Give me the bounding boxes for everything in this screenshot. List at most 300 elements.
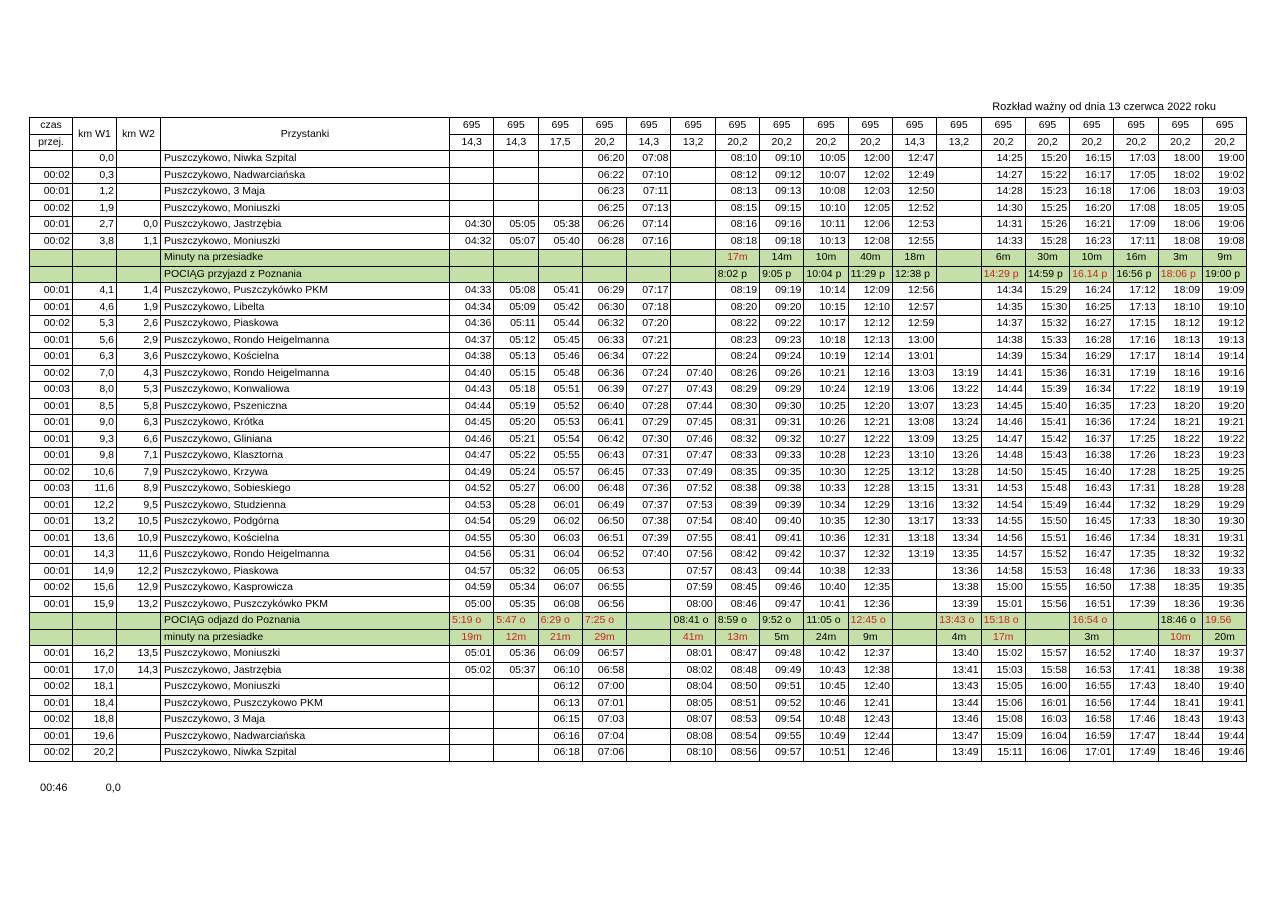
departure-time-cell: 13:34 (937, 530, 981, 547)
row-label-cell: Minuty na przesiadke (161, 250, 450, 267)
km-w2-cell: 5,8 (117, 398, 161, 415)
departure-time-cell: 05:52 (538, 398, 582, 415)
departure-time-cell: 05:20 (494, 415, 538, 432)
departure-time-cell (494, 679, 538, 696)
departure-time-cell (671, 184, 715, 201)
departure-time-cell: 10:07 (804, 167, 848, 184)
departure-time-cell: 09:55 (760, 728, 804, 745)
departure-time-cell: 05:09 (494, 299, 538, 316)
table-row (30, 728, 1247, 745)
departure-time-cell: 09:24 (760, 349, 804, 366)
departure-time-cell: 17:31 (1114, 481, 1158, 498)
departure-time-cell: 12:08 (848, 233, 892, 250)
empty-cell (73, 613, 117, 630)
departure-time-cell (671, 167, 715, 184)
departure-time-cell: 10:27 (804, 431, 848, 448)
departure-time-cell: 19:09 (1203, 283, 1247, 300)
km-w1-cell: 2,7 (73, 217, 117, 234)
departure-time-cell: 14:33 (981, 233, 1025, 250)
departure-time-cell: 19:16 (1203, 365, 1247, 382)
train-time-cell: 10:04 p (804, 266, 848, 283)
transfer-time-cell: 00:01 (30, 695, 73, 712)
train-time-cell: 16:54 o (1070, 613, 1114, 630)
departure-time-cell: 07:04 (582, 728, 626, 745)
departure-time-cell: 04:32 (450, 233, 494, 250)
header-length: 20,2 (804, 134, 848, 151)
km-w1-cell: 17,0 (73, 662, 117, 679)
empty-cell (73, 250, 117, 267)
stop-name-cell: Puszczykowo, Niwka Szpital (161, 151, 450, 168)
departure-time-cell (494, 184, 538, 201)
departure-time-cell: 16:40 (1070, 464, 1114, 481)
header-line: 695 (937, 118, 981, 135)
departure-time-cell: 19:05 (1203, 200, 1247, 217)
train-time-cell: 8:59 o (715, 613, 759, 630)
departure-time-cell (671, 217, 715, 234)
departure-time-cell: 18:35 (1158, 580, 1202, 597)
departure-time-cell: 15:08 (981, 712, 1025, 729)
departure-time-cell: 04:43 (450, 382, 494, 399)
departure-time-cell: 06:10 (538, 662, 582, 679)
departure-time-cell: 12:49 (892, 167, 936, 184)
departure-time-cell: 14:27 (981, 167, 1025, 184)
departure-time-cell: 07:06 (582, 745, 626, 762)
departure-time-cell: 04:36 (450, 316, 494, 333)
departure-time-cell: 14:58 (981, 563, 1025, 580)
departure-time-cell: 04:54 (450, 514, 494, 531)
departure-time-cell: 06:05 (538, 563, 582, 580)
departure-time-cell: 13:33 (937, 514, 981, 531)
departure-time-cell: 16:56 (1070, 695, 1114, 712)
departure-time-cell: 06:01 (538, 497, 582, 514)
header-line: 695 (760, 118, 804, 135)
departure-time-cell: 18:32 (1158, 547, 1202, 564)
departure-time-cell: 07:40 (671, 365, 715, 382)
departure-time-cell: 12:31 (848, 530, 892, 547)
empty-cell (30, 250, 73, 267)
departure-time-cell (494, 728, 538, 745)
departure-time-cell: 16:20 (1070, 200, 1114, 217)
km-w2-cell: 7,9 (117, 464, 161, 481)
departure-time-cell: 09:33 (760, 448, 804, 465)
departure-time-cell: 18:14 (1158, 349, 1202, 366)
departure-time-cell: 08:29 (715, 382, 759, 399)
departure-time-cell: 08:16 (715, 217, 759, 234)
transfer-time-cell: 00:01 (30, 184, 73, 201)
empty-cell (73, 629, 117, 646)
departure-time-cell (627, 728, 671, 745)
departure-time-cell: 06:50 (582, 514, 626, 531)
timetable (29, 117, 1247, 762)
train-time-cell: 5:19 o (450, 613, 494, 630)
departure-time-cell: 17:25 (1114, 431, 1158, 448)
departure-time-cell: 14:47 (981, 431, 1025, 448)
departure-time-cell: 06:13 (538, 695, 582, 712)
departure-time-cell: 05:07 (494, 233, 538, 250)
departure-time-cell: 16:47 (1070, 547, 1114, 564)
departure-time-cell: 05:00 (450, 596, 494, 613)
departure-time-cell: 07:47 (671, 448, 715, 465)
row-label-cell: POCIĄG przyjazd z Poznania (161, 266, 450, 283)
row-label-cell: minuty na przesiadke (161, 629, 450, 646)
departure-time-cell: 16:53 (1070, 662, 1114, 679)
table-row (30, 596, 1247, 613)
departure-time-cell: 05:42 (538, 299, 582, 316)
departure-time-cell: 06:49 (582, 497, 626, 514)
header-line: 695 (1114, 118, 1158, 135)
transfer-minutes-cell: 10m (1070, 250, 1114, 267)
departure-time-cell: 09:38 (760, 481, 804, 498)
transfer-minutes-cell: 3m (1158, 250, 1202, 267)
departure-time-cell: 13:19 (892, 547, 936, 564)
departure-time-cell (892, 745, 936, 762)
departure-time-cell: 04:40 (450, 365, 494, 382)
departure-time-cell: 04:57 (450, 563, 494, 580)
departure-time-cell (937, 184, 981, 201)
km-w1-cell: 20,2 (73, 745, 117, 762)
departure-time-cell: 15:49 (1025, 497, 1069, 514)
departure-time-cell: 17:36 (1114, 563, 1158, 580)
departure-time-cell: 12:36 (848, 596, 892, 613)
transfer-time-cell: 00:02 (30, 200, 73, 217)
departure-time-cell: 19:33 (1203, 563, 1247, 580)
transfer-time-cell: 00:01 (30, 415, 73, 432)
km-w1-cell: 16,2 (73, 646, 117, 663)
departure-time-cell: 14:37 (981, 316, 1025, 333)
transfer-time-cell: 00:01 (30, 563, 73, 580)
transfer-time-cell: 00:01 (30, 530, 73, 547)
departure-time-cell: 12:44 (848, 728, 892, 745)
train-time-cell (671, 266, 715, 283)
departure-time-cell (494, 167, 538, 184)
stop-name-cell: Puszczykowo, Sobieskiego (161, 481, 450, 498)
departure-time-cell: 17:40 (1114, 646, 1158, 663)
departure-time-cell (892, 679, 936, 696)
table-row (30, 217, 1247, 234)
transfer-time-cell: 00:02 (30, 464, 73, 481)
departure-time-cell: 08:05 (671, 695, 715, 712)
stop-name-cell: Puszczykowo, Nadwarciańska (161, 728, 450, 745)
departure-time-cell: 12:43 (848, 712, 892, 729)
transfer-minutes-cell: 21m (538, 629, 582, 646)
departure-time-cell: 16:50 (1070, 580, 1114, 597)
departure-time-cell: 17:08 (1114, 200, 1158, 217)
departure-time-cell: 16:34 (1070, 382, 1114, 399)
header-length: 20,2 (715, 134, 759, 151)
departure-time-cell (627, 646, 671, 663)
departure-time-cell: 16:04 (1025, 728, 1069, 745)
departure-time-cell: 17:22 (1114, 382, 1158, 399)
departure-time-cell: 16:18 (1070, 184, 1114, 201)
departure-time-cell: 14:41 (981, 365, 1025, 382)
stop-name-cell: Puszczykowo, Studzienna (161, 497, 450, 514)
departure-time-cell: 18:30 (1158, 514, 1202, 531)
departure-time-cell: 19:43 (1203, 712, 1247, 729)
departure-time-cell: 08:45 (715, 580, 759, 597)
departure-time-cell: 04:56 (450, 547, 494, 564)
departure-time-cell: 13:03 (892, 365, 936, 382)
departure-time-cell: 09:48 (760, 646, 804, 663)
departure-time-cell: 12:56 (892, 283, 936, 300)
departure-time-cell: 15:45 (1025, 464, 1069, 481)
departure-time-cell: 09:19 (760, 283, 804, 300)
departure-time-cell (937, 151, 981, 168)
stop-name-cell: Puszczykowo, Puszczykówko PKM (161, 596, 450, 613)
departure-time-cell: 13:12 (892, 464, 936, 481)
departure-time-cell: 18:28 (1158, 481, 1202, 498)
transfer-minutes-cell: 20m (1203, 629, 1247, 646)
table-row (30, 233, 1247, 250)
departure-time-cell: 05:37 (494, 662, 538, 679)
departure-time-cell: 19:28 (1203, 481, 1247, 498)
departure-time-cell: 12:14 (848, 349, 892, 366)
departure-time-cell: 12:41 (848, 695, 892, 712)
validity-note: Rozkład ważny od dnia 13 czerwca 2022 roku (992, 101, 1216, 113)
departure-time-cell: 16:55 (1070, 679, 1114, 696)
departure-time-cell: 05:18 (494, 382, 538, 399)
header-czas: czas (30, 118, 73, 135)
km-w1-cell: 4,6 (73, 299, 117, 316)
departure-time-cell: 08:50 (715, 679, 759, 696)
departure-time-cell: 08:42 (715, 547, 759, 564)
km-w2-cell: 0,0 (117, 217, 161, 234)
departure-time-cell: 13:28 (937, 464, 981, 481)
km-w1-cell: 5,6 (73, 332, 117, 349)
departure-time-cell: 04:55 (450, 530, 494, 547)
departure-time-cell: 08:47 (715, 646, 759, 663)
empty-cell (30, 613, 73, 630)
departure-time-cell: 07:21 (627, 332, 671, 349)
departure-time-cell: 18:46 (1158, 745, 1202, 762)
departure-time-cell: 06:03 (538, 530, 582, 547)
departure-time-cell: 13:47 (937, 728, 981, 745)
stop-name-cell: Puszczykowo, Piaskowa (161, 563, 450, 580)
departure-time-cell: 17:39 (1114, 596, 1158, 613)
departure-time-cell: 07:29 (627, 415, 671, 432)
empty-cell (117, 250, 161, 267)
departure-time-cell: 10:48 (804, 712, 848, 729)
departure-time-cell: 05:41 (538, 283, 582, 300)
departure-time-cell: 06:29 (582, 283, 626, 300)
km-w1-cell: 10,6 (73, 464, 117, 481)
transfer-time-cell: 00:01 (30, 596, 73, 613)
departure-time-cell (627, 745, 671, 762)
departure-time-cell: 18:37 (1158, 646, 1202, 663)
departure-time-cell: 04:49 (450, 464, 494, 481)
departure-time-cell: 17:44 (1114, 695, 1158, 712)
header-length: 20,2 (981, 134, 1025, 151)
departure-time-cell: 17:46 (1114, 712, 1158, 729)
departure-time-cell: 10:33 (804, 481, 848, 498)
departure-time-cell: 06:22 (582, 167, 626, 184)
train-time-cell: 14:29 p (981, 266, 1025, 283)
departure-time-cell: 12:16 (848, 365, 892, 382)
departure-time-cell (627, 679, 671, 696)
departure-time-cell: 15:25 (1025, 200, 1069, 217)
departure-time-cell: 12:21 (848, 415, 892, 432)
departure-time-cell: 08:53 (715, 712, 759, 729)
departure-time-cell (892, 646, 936, 663)
departure-time-cell: 07:36 (627, 481, 671, 498)
departure-time-cell: 12:28 (848, 481, 892, 498)
departure-time-cell: 07:11 (627, 184, 671, 201)
transfer-time-cell: 00:01 (30, 349, 73, 366)
transfer-minutes-cell: 19m (450, 629, 494, 646)
departure-time-cell (671, 316, 715, 333)
departure-time-cell: 05:55 (538, 448, 582, 465)
departure-time-cell: 07:55 (671, 530, 715, 547)
train-time-cell (937, 266, 981, 283)
departure-time-cell (937, 167, 981, 184)
departure-time-cell (671, 151, 715, 168)
departure-time-cell: 15:00 (981, 580, 1025, 597)
departure-time-cell: 12:53 (892, 217, 936, 234)
transfer-time-cell: 00:01 (30, 299, 73, 316)
departure-time-cell: 18:29 (1158, 497, 1202, 514)
departure-time-cell: 13:38 (937, 580, 981, 597)
departure-time-cell (450, 167, 494, 184)
departure-time-cell: 17:35 (1114, 547, 1158, 564)
transfer-minutes-cell: 14m (760, 250, 804, 267)
stop-name-cell: Puszczykowo, Moniuszki (161, 200, 450, 217)
header-line: 695 (1158, 118, 1202, 135)
departure-time-cell: 07:03 (582, 712, 626, 729)
departure-time-cell: 05:38 (538, 217, 582, 234)
departure-time-cell: 15:43 (1025, 448, 1069, 465)
stop-name-cell: Puszczykowo, Moniuszki (161, 646, 450, 663)
train-time-cell: 08:41 o (671, 613, 715, 630)
departure-time-cell (937, 200, 981, 217)
header-length: 14,3 (892, 134, 936, 151)
departure-time-cell: 14:55 (981, 514, 1025, 531)
timetable-body (30, 151, 1247, 762)
departure-time-cell: 10:46 (804, 695, 848, 712)
departure-time-cell: 07:46 (671, 431, 715, 448)
departure-time-cell: 12:13 (848, 332, 892, 349)
transfer-minutes-cell: 16m (1114, 250, 1158, 267)
transfer-minutes-cell (892, 629, 936, 646)
departure-time-cell: 13:35 (937, 547, 981, 564)
departure-time-cell: 19:29 (1203, 497, 1247, 514)
km-w2-cell: 8,9 (117, 481, 161, 498)
transfer-minutes-cell: 24m (804, 629, 848, 646)
departure-time-cell: 10:08 (804, 184, 848, 201)
km-w2-cell: 10,5 (117, 514, 161, 531)
departure-time-cell: 09:40 (760, 514, 804, 531)
departure-time-cell: 14:38 (981, 332, 1025, 349)
departure-time-cell: 10:17 (804, 316, 848, 333)
departure-time-cell: 08:32 (715, 431, 759, 448)
departure-time-cell (627, 695, 671, 712)
train-time-cell: 15:18 o (981, 613, 1025, 630)
departure-time-cell: 06:23 (582, 184, 626, 201)
departure-time-cell: 12:57 (892, 299, 936, 316)
table-row (30, 200, 1247, 217)
departure-time-cell: 15:29 (1025, 283, 1069, 300)
departure-time-cell: 09:16 (760, 217, 804, 234)
header-length: 20,2 (1070, 134, 1114, 151)
departure-time-cell: 04:47 (450, 448, 494, 465)
departure-time-cell: 19:31 (1203, 530, 1247, 547)
departure-time-cell: 17:06 (1114, 184, 1158, 201)
km-w1-cell: 6,3 (73, 349, 117, 366)
departure-time-cell: 08:22 (715, 316, 759, 333)
train-time-cell: 11:05 o (804, 613, 848, 630)
departure-time-cell: 08:04 (671, 679, 715, 696)
departure-time-cell: 15:58 (1025, 662, 1069, 679)
km-w2-cell: 9,5 (117, 497, 161, 514)
departure-time-cell: 16:51 (1070, 596, 1114, 613)
departure-time-cell (892, 596, 936, 613)
km-w2-cell: 6,3 (117, 415, 161, 432)
departure-time-cell: 17:28 (1114, 464, 1158, 481)
departure-time-cell: 08:35 (715, 464, 759, 481)
departure-time-cell: 08:18 (715, 233, 759, 250)
header-line: 695 (981, 118, 1025, 135)
km-w2-cell: 12,9 (117, 580, 161, 597)
transfer-minutes-cell: 18m (892, 250, 936, 267)
table-row (30, 299, 1247, 316)
departure-time-cell: 15:20 (1025, 151, 1069, 168)
departure-time-cell: 06:18 (538, 745, 582, 762)
departure-time-cell (892, 563, 936, 580)
header-length: 14,3 (450, 134, 494, 151)
departure-time-cell: 18:33 (1158, 563, 1202, 580)
departure-time-cell: 05:13 (494, 349, 538, 366)
departure-time-cell: 17:23 (1114, 398, 1158, 415)
departure-time-cell: 15:52 (1025, 547, 1069, 564)
header-length: 14,3 (627, 134, 671, 151)
km-w1-cell: 0,0 (73, 151, 117, 168)
header-line: 695 (450, 118, 494, 135)
km-w2-cell: 13,2 (117, 596, 161, 613)
departure-time-cell: 13:44 (937, 695, 981, 712)
departure-time-cell: 06:52 (582, 547, 626, 564)
departure-time-cell: 05:21 (494, 431, 538, 448)
departure-time-cell: 18:40 (1158, 679, 1202, 696)
stop-name-cell: Puszczykowo, Moniuszki (161, 679, 450, 696)
train-time-cell: 16.14 p (1070, 266, 1114, 283)
stop-name-cell: Puszczykowo, Konwaliowa (161, 382, 450, 399)
departure-time-cell: 15:02 (981, 646, 1025, 663)
header-length: 20,2 (1025, 134, 1069, 151)
departure-time-cell: 09:39 (760, 497, 804, 514)
departure-time-cell: 15:23 (1025, 184, 1069, 201)
departure-time-cell: 07:43 (671, 382, 715, 399)
departure-time-cell: 10:37 (804, 547, 848, 564)
departure-time-cell: 13:07 (892, 398, 936, 415)
departure-time-cell: 09:15 (760, 200, 804, 217)
departure-time-cell: 09:41 (760, 530, 804, 547)
departure-time-cell: 16:52 (1070, 646, 1114, 663)
train-time-cell (450, 266, 494, 283)
transfer-time-cell: 00:01 (30, 662, 73, 679)
departure-time-cell: 10:30 (804, 464, 848, 481)
departure-time-cell: 06:53 (582, 563, 626, 580)
departure-time-cell: 16:58 (1070, 712, 1114, 729)
departure-time-cell: 15:39 (1025, 382, 1069, 399)
km-w1-cell: 9,8 (73, 448, 117, 465)
departure-time-cell: 17:49 (1114, 745, 1158, 762)
transfer-minutes-cell (1025, 629, 1069, 646)
transfer-minutes-cell: 9m (1203, 250, 1247, 267)
departure-time-cell: 12:10 (848, 299, 892, 316)
transfer-minutes-cell: 9m (848, 629, 892, 646)
departure-time-cell: 16:45 (1070, 514, 1114, 531)
departure-time-cell: 06:43 (582, 448, 626, 465)
departure-time-cell (494, 151, 538, 168)
departure-time-cell: 10:51 (804, 745, 848, 762)
